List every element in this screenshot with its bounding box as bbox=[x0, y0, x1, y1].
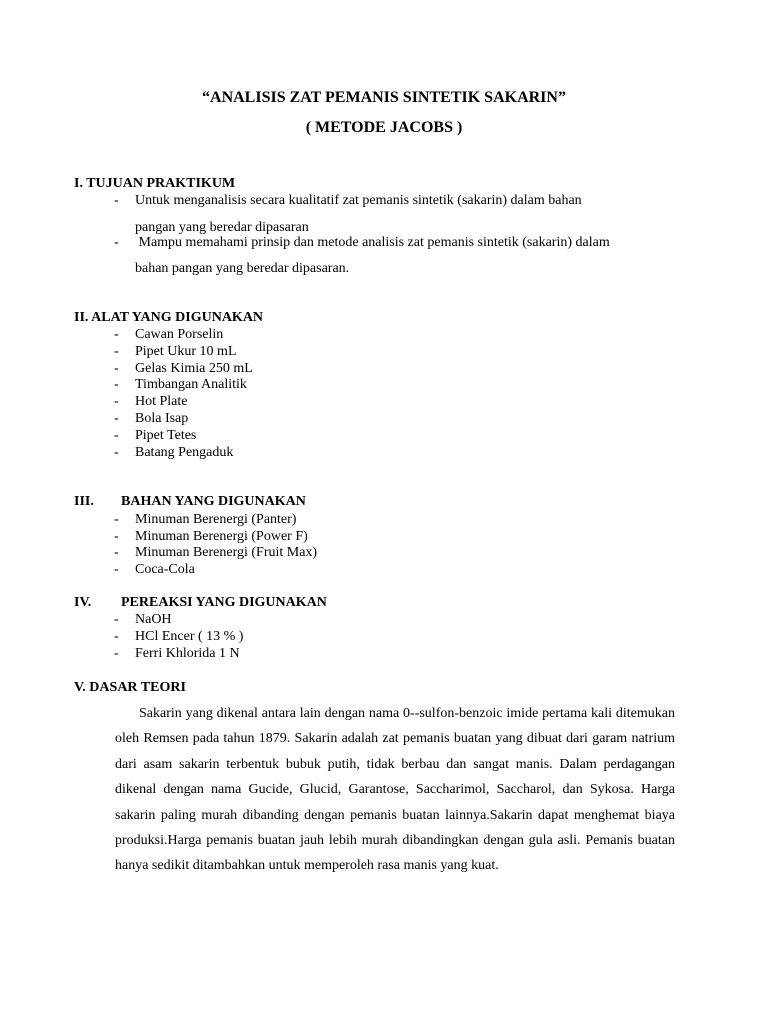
list-item-text-continued: pangan yang beredar dipasaran bbox=[135, 220, 309, 235]
section-heading-alat: II. ALAT YANG DIGUNAKAN bbox=[74, 310, 264, 325]
list-dash: - bbox=[114, 545, 119, 560]
list-item-text: Hot Plate bbox=[135, 394, 188, 409]
list-dash: - bbox=[114, 193, 119, 208]
list-dash: - bbox=[114, 445, 119, 460]
list-dash: - bbox=[114, 327, 119, 342]
list-item-text: Untuk menganalisis secara kualitatif zat pemanis sintetik (sakarin) dalam bahan bbox=[135, 193, 582, 208]
list-item-text-continued: bahan pangan yang beredar dipasaran. bbox=[135, 261, 350, 276]
list-dash: - bbox=[114, 612, 119, 627]
list-dash: - bbox=[114, 428, 119, 443]
list-item-text: Cawan Porselin bbox=[135, 327, 224, 342]
list-dash: - bbox=[114, 562, 119, 577]
list-item-text: Batang Pengaduk bbox=[135, 445, 234, 460]
list-dash: - bbox=[114, 512, 119, 527]
list-dash: - bbox=[114, 646, 119, 661]
list-dash: - bbox=[114, 361, 119, 376]
list-dash: - bbox=[114, 411, 119, 426]
list-item-text: Ferri Khlorida 1 N bbox=[135, 646, 240, 661]
list-item-text: Pipet Tetes bbox=[135, 428, 197, 443]
section-heading-pereaksi: PEREAKSI YANG DIGUNAKAN bbox=[121, 595, 327, 610]
list-item-text: Minuman Berenergi (Power F) bbox=[135, 529, 308, 544]
list-dash: - bbox=[114, 377, 119, 392]
section-heading-tujuan: I. TUJUAN PRAKTIKUM bbox=[74, 176, 236, 191]
list-item-text: Timbangan Analitik bbox=[135, 377, 247, 392]
list-item-text: Mampu memahami prinsip dan metode analisis zat pemanis sintetik (sakarin) dalam bbox=[135, 235, 610, 250]
list-item-text: Coca-Cola bbox=[135, 562, 195, 577]
document-subtitle: ( METODE JACOBS ) bbox=[305, 119, 463, 136]
section-heading-bahan: BAHAN YANG DIGUNAKAN bbox=[121, 494, 306, 509]
list-dash: - bbox=[114, 394, 119, 409]
section-number-bahan: III. bbox=[74, 494, 94, 509]
list-dash: - bbox=[114, 529, 119, 544]
list-dash: - bbox=[114, 629, 119, 644]
list-item-text: HCl Encer ( 13 % ) bbox=[135, 629, 244, 644]
list-item-text: Bola Isap bbox=[135, 411, 189, 426]
section-number-pereaksi: IV. bbox=[74, 595, 92, 610]
list-dash: - bbox=[114, 344, 119, 359]
list-item-text: Minuman Berenergi (Fruit Max) bbox=[135, 545, 318, 560]
list-item-text: Pipet Ukur 10 mL bbox=[135, 344, 237, 359]
dasar-teori-paragraph: Sakarin yang dikenal antara lain dengan nama 0--sulfon-benzoic imide pertama kali ditemukan oleh Remsen pada tahun 1879. Sakarin adalah zat pemanis buatan yang dibuat dari garam natrium dari asam sakarin terbentuk bubuk putih, tidak berbau dan sangat manis. Dalam perdagangan dikenal dengan nama Gucide, Glucid, Garantose, Saccharimol, Saccharol, dan Sykosa. Harga sakarin paling murah dibanding dengan pemanis buatan lainnya.Sakarin dapat menghemat biaya produksi.Harga pemanis buatan jauh lebih murah dibandingkan dengan gula asli. Pemanis buatan hanya sedikit ditambahkan untuk memperoleh rasa manis yang kuat. bbox=[115, 706, 675, 874]
list-item-text: Gelas Kimia 250 mL bbox=[135, 361, 253, 376]
document-title: “ANALISIS ZAT PEMANIS SINTETIK SAKARIN” bbox=[202, 89, 566, 106]
list-dash: - bbox=[114, 235, 119, 250]
section-heading-dasar-teori: V. DASAR TEORI bbox=[74, 680, 186, 695]
list-item-text: Minuman Berenergi (Panter) bbox=[135, 512, 297, 527]
list-item-text: NaOH bbox=[135, 612, 172, 627]
